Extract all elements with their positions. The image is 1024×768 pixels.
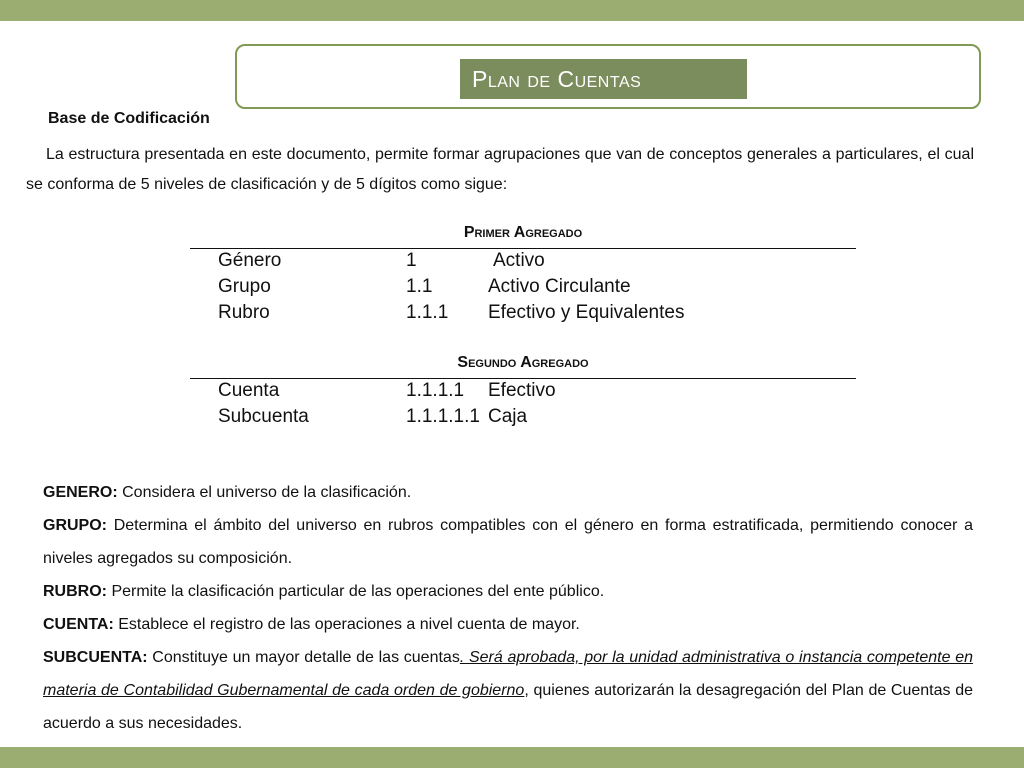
definition-cuenta [43, 608, 973, 641]
bottom-decorative-bar [0, 747, 1024, 768]
definition-term: GENERO: [43, 484, 118, 501]
definition-grupo [43, 509, 973, 575]
definition-emphasis: . Será aprobada, por la unidad administrativa o instancia competente en materia de Contabilidad Gubernamental de cada orden de gobierno [43, 649, 973, 699]
level-cell: Cuenta [218, 380, 280, 401]
definition-term: GRUPO: [43, 517, 107, 534]
definition-text: Establece el registro de las operaciones a nivel cuenta de mayor. [113, 616, 580, 633]
code-cell: 1.1.1.1.1 [406, 406, 480, 427]
definition-text: , quienes autorizarán la desagregación del Plan de Cuentas de acuerdo a sus necesidades. [43, 682, 974, 732]
name-cell: Caja [488, 406, 528, 427]
definitions-list [43, 476, 973, 740]
primer-agregado-heading: Primer Agregado [463, 224, 583, 241]
definition-term: RUBRO: [43, 583, 107, 600]
table-row [218, 248, 858, 274]
level-cell: Subcuenta [218, 406, 309, 427]
slide-title: Plan de Cuentas [460, 59, 747, 99]
definition-text: Constituye un mayor detalle de las cuentas [147, 649, 460, 666]
definition-rubro [43, 575, 973, 608]
definition-subcuenta [43, 641, 973, 740]
code-cell: 1 [406, 250, 417, 271]
name-cell: Activo Circulante [488, 276, 631, 297]
name-cell: Efectivo y Equivalentes [488, 302, 685, 323]
code-cell: 1.1.1 [406, 302, 449, 323]
definition-text: Permite la clasificación particular de las operaciones del ente público. [107, 583, 605, 600]
definition-term: CUENTA: [43, 616, 114, 633]
table-row [218, 404, 858, 430]
top-decorative-bar [0, 0, 1024, 21]
table-row [218, 378, 858, 404]
code-cell: 1.1 [406, 276, 433, 297]
definition-genero [43, 476, 973, 509]
definition-text: Determina el ámbito del universo en rubros compatibles con el género en forma estratificada, permitiendo conocer a niveles agregados su composición. [43, 517, 973, 567]
definition-term: SUBCUENTA: [43, 649, 148, 666]
segundo-agregado-heading: Segundo Agregado [457, 354, 589, 371]
level-cell: Rubro [218, 302, 270, 323]
level-cell: Género [218, 250, 282, 271]
table-row [218, 274, 858, 300]
level-cell: Grupo [218, 276, 271, 297]
code-cell: 1.1.1.1 [406, 380, 465, 401]
table-row [218, 300, 858, 326]
definition-text: Considera el universo de la clasificación. [117, 484, 412, 501]
name-cell: Activo [493, 250, 545, 271]
section-label: Base de Codificación [48, 110, 210, 127]
name-cell: Efectivo [488, 380, 556, 401]
intro-paragraph: La estructura presentada en este documento, permite formar agrupaciones que van de conceptos generales a particulares, el cual se conforma de 5 niveles de clasificación y de 5 dígitos como sigue: [26, 146, 974, 193]
